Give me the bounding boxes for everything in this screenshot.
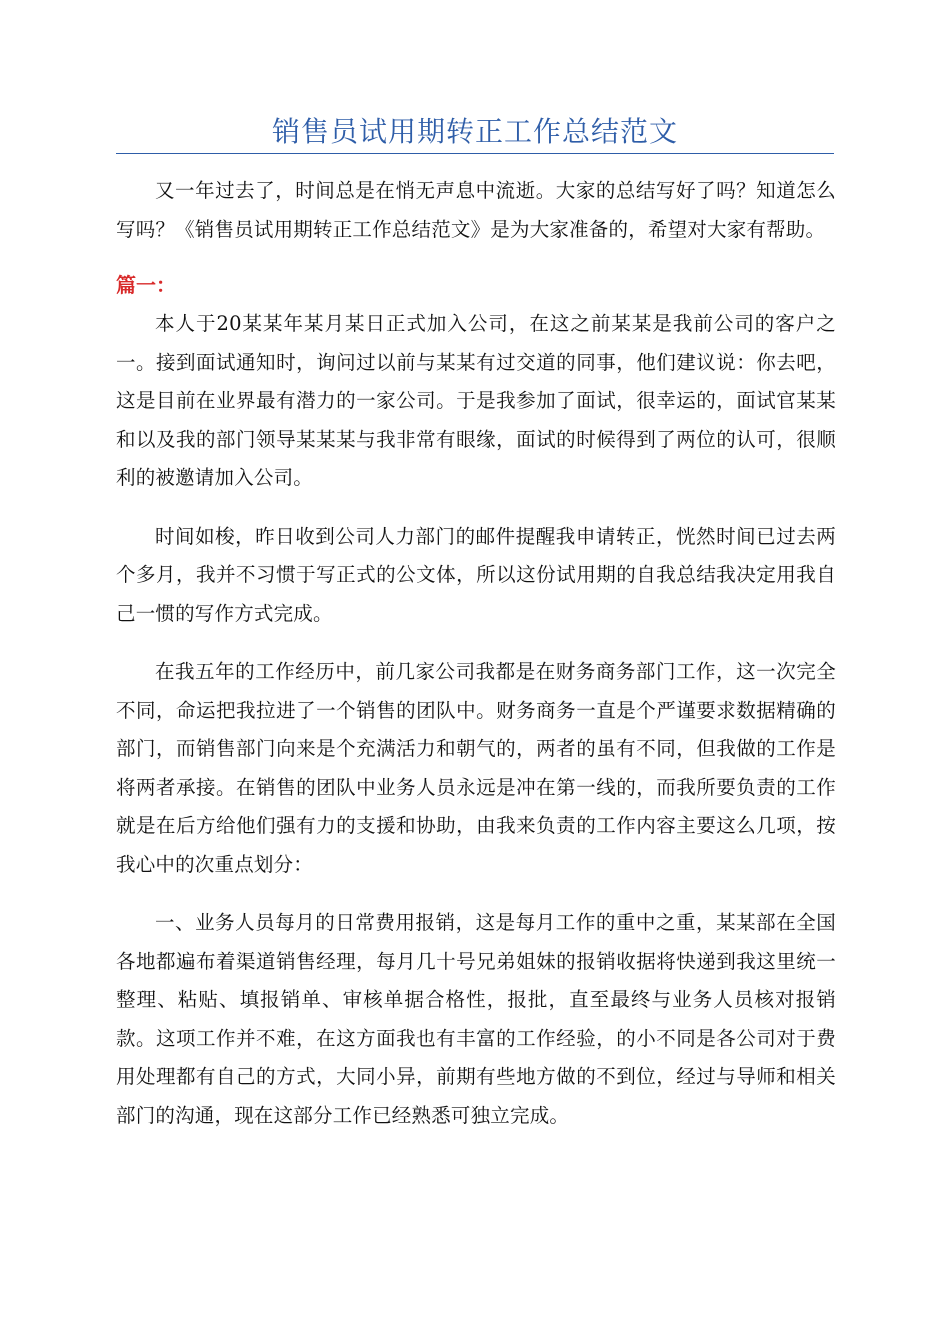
document-body	[116, 172, 836, 1155]
body-paragraph: 在我五年的工作经历中，前几家公司我都是在财务商务部门工作，这一次完全不同，命运把我拉进了一个销售的团队中。财务商务一直是个严谨要求数据精确的部门，而销售部门向来是个充满活力和朝气的，两者的虽有不同，但我做的工作是将两者承接。在销售的团队中业务人员永远是冲在第一线的，而我所要负责的工作就是在后方给他们强有力的支援和协助，由我来负责的工作内容主要这么几项，按我心中的次重点划分：	[116, 660, 836, 876]
intro-paragraph: 又一年过去了，时间总是在悄无声息中流逝。大家的总结写好了吗？知道怎么写吗？《销售员试用期转正工作总结范文》是为大家准备的，希望对大家有帮助。	[116, 179, 836, 241]
document-title: 销售员试用期转正工作总结范文	[271, 115, 678, 148]
body-paragraph: 一、业务人员每月的日常费用报销，这是每月工作的重中之重，某某部在全国各地都遍布着渠道销售经理，每月几十号兄弟姐妹的报销收据将快递到我这里统一整理、粘贴、填报销单、审核单据合格性，报批，直至最终与业务人员核对报销款。这项工作并不难，在这方面我也有丰富的工作经验，的小不同是各公司对于费用处理都有自己的方式，大同小异，前期有些地方做的不到位，经过与导师和相关部门的沟通，现在这部分工作已经熟悉可独立完成。	[116, 911, 836, 1127]
section-heading: 篇一：	[116, 273, 176, 297]
body-paragraph: 时间如梭，昨日收到公司人力部门的邮件提醒我申请转正，恍然时间已过去两个多月，我并不习惯于写正式的公文体，所以这份试用期的自我总结我决定用我自己一惯的写作方式完成。	[116, 524, 836, 625]
title-underline	[116, 153, 834, 154]
body-paragraph: 本人于20某某年某月某日正式加入公司，在这之前某某是我前公司的客户之一。接到面试通知时，询问过以前与某某有过交道的同事，他们建议说：你去吧，这是目前在业界最有潜力的一家公司。于是我参加了面试，很幸运的，面试官某某和以及我的部门领导某某某与我非常有眼缘，面试的时候得到了两位的认可，很顺利的被邀请加入公司。	[116, 312, 836, 489]
